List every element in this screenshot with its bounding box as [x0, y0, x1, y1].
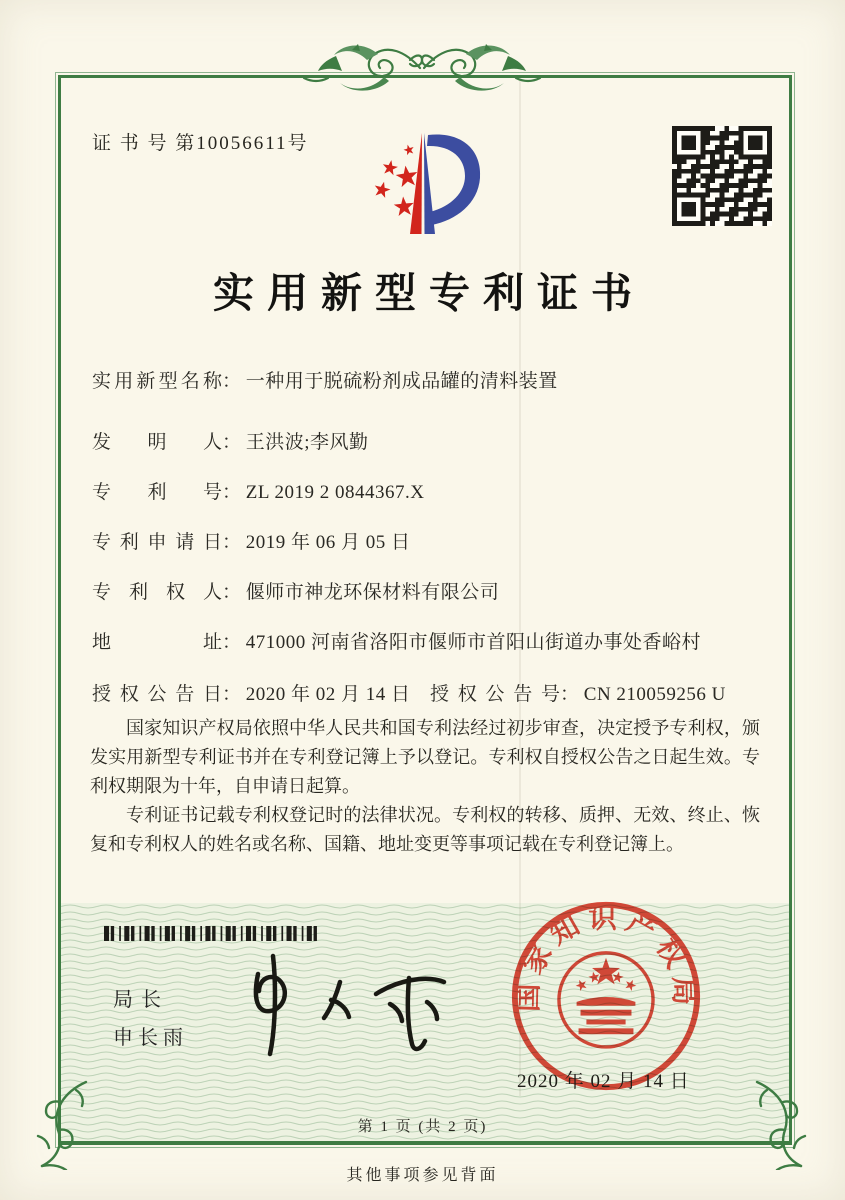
- field-label: 授权公告号: [430, 684, 560, 705]
- handwritten-signature: [228, 952, 458, 1057]
- field-value-grant-date: 2020 年 02 月 14 日: [245, 684, 411, 705]
- field-value-invention-name: 一种用于脱硫粉剂成品罐的清料装置: [245, 371, 558, 392]
- seal-text: 国家知识产权局: [513, 903, 699, 1013]
- field-colon: ：: [222, 532, 242, 553]
- grant-number-group: [430, 679, 726, 706]
- field-row-filing-date: [92, 527, 762, 554]
- field-row-grant: [92, 679, 762, 706]
- field-label: 专利号: [92, 482, 222, 503]
- field-colon: ：: [222, 684, 242, 705]
- field-label: 专利权人: [92, 582, 222, 603]
- field-row-name: [92, 366, 762, 393]
- field-colon: ：: [222, 432, 242, 453]
- cnipa-logo-icon: [352, 130, 492, 242]
- qr-code: [672, 126, 772, 226]
- commissioner-name: 申长雨: [113, 1027, 188, 1049]
- dragon-flourish-ornament-icon: [292, 38, 552, 96]
- field-value-patent-no: ZL 2019 2 0844367.X: [245, 482, 425, 503]
- field-label: 实用新型名称: [92, 371, 222, 392]
- field-colon: ：: [222, 482, 242, 503]
- field-row-address: [92, 627, 762, 654]
- svg-text:国家知识产权局: [512, 902, 699, 1012]
- official-seal: [508, 898, 704, 1094]
- legal-text-block: [90, 714, 760, 859]
- field-label: 专利申请日: [92, 532, 222, 553]
- field-label: 发明人: [92, 432, 222, 453]
- field-colon: ：: [560, 684, 580, 705]
- field-value-patentee: 偃师市神龙环保材料有限公司: [245, 582, 500, 603]
- field-value-filing-date: 2019 年 06 月 05 日: [245, 532, 411, 553]
- barcode: [104, 926, 322, 941]
- field-colon: ：: [222, 632, 242, 653]
- legal-paragraph-1: 国家知识产权局依照中华人民共和国专利法经过初步审查，决定授予专利权，颁发实用新型专利证书并在专利登记簿上予以登记。专利权自授权公告之日起生效。专利权期限为十年，自申请日起算。: [90, 718, 760, 796]
- seal-date: 2020 年 02 月 14 日: [517, 1071, 690, 1092]
- field-row-inventor: [92, 427, 762, 454]
- certificate-number: 证 书 号 第10056611号: [92, 133, 309, 154]
- national-emblem-icon: [559, 953, 653, 1047]
- page-indicator: 第 1 页 (共 2 页): [357, 1119, 488, 1135]
- certificate-title: 实用新型专利证书: [213, 270, 645, 316]
- field-value-address: 471000 河南省洛阳市偃师市首阳山街道办事处香峪村: [245, 632, 702, 653]
- field-row-patent-no: [92, 477, 762, 504]
- field-value-grant-no: CN 210059256 U: [583, 684, 726, 705]
- field-label: 地址: [92, 632, 222, 653]
- field-label: 授权公告日: [92, 684, 222, 705]
- field-colon: ：: [222, 582, 242, 603]
- field-value-inventor: 王洪波;李风勤: [245, 432, 369, 453]
- commissioner-title: 局长: [113, 989, 169, 1011]
- field-row-patentee: [92, 577, 762, 604]
- back-side-note: 其他事项参见背面: [346, 1167, 499, 1184]
- field-colon: ：: [222, 371, 242, 392]
- legal-paragraph-2: 专利证书记载专利权登记时的法律状况。专利权的转移、质押、无效、终止、恢复和专利权人的姓名或名称、国籍、地址变更等事项记载在专利登记簿上。: [90, 805, 760, 854]
